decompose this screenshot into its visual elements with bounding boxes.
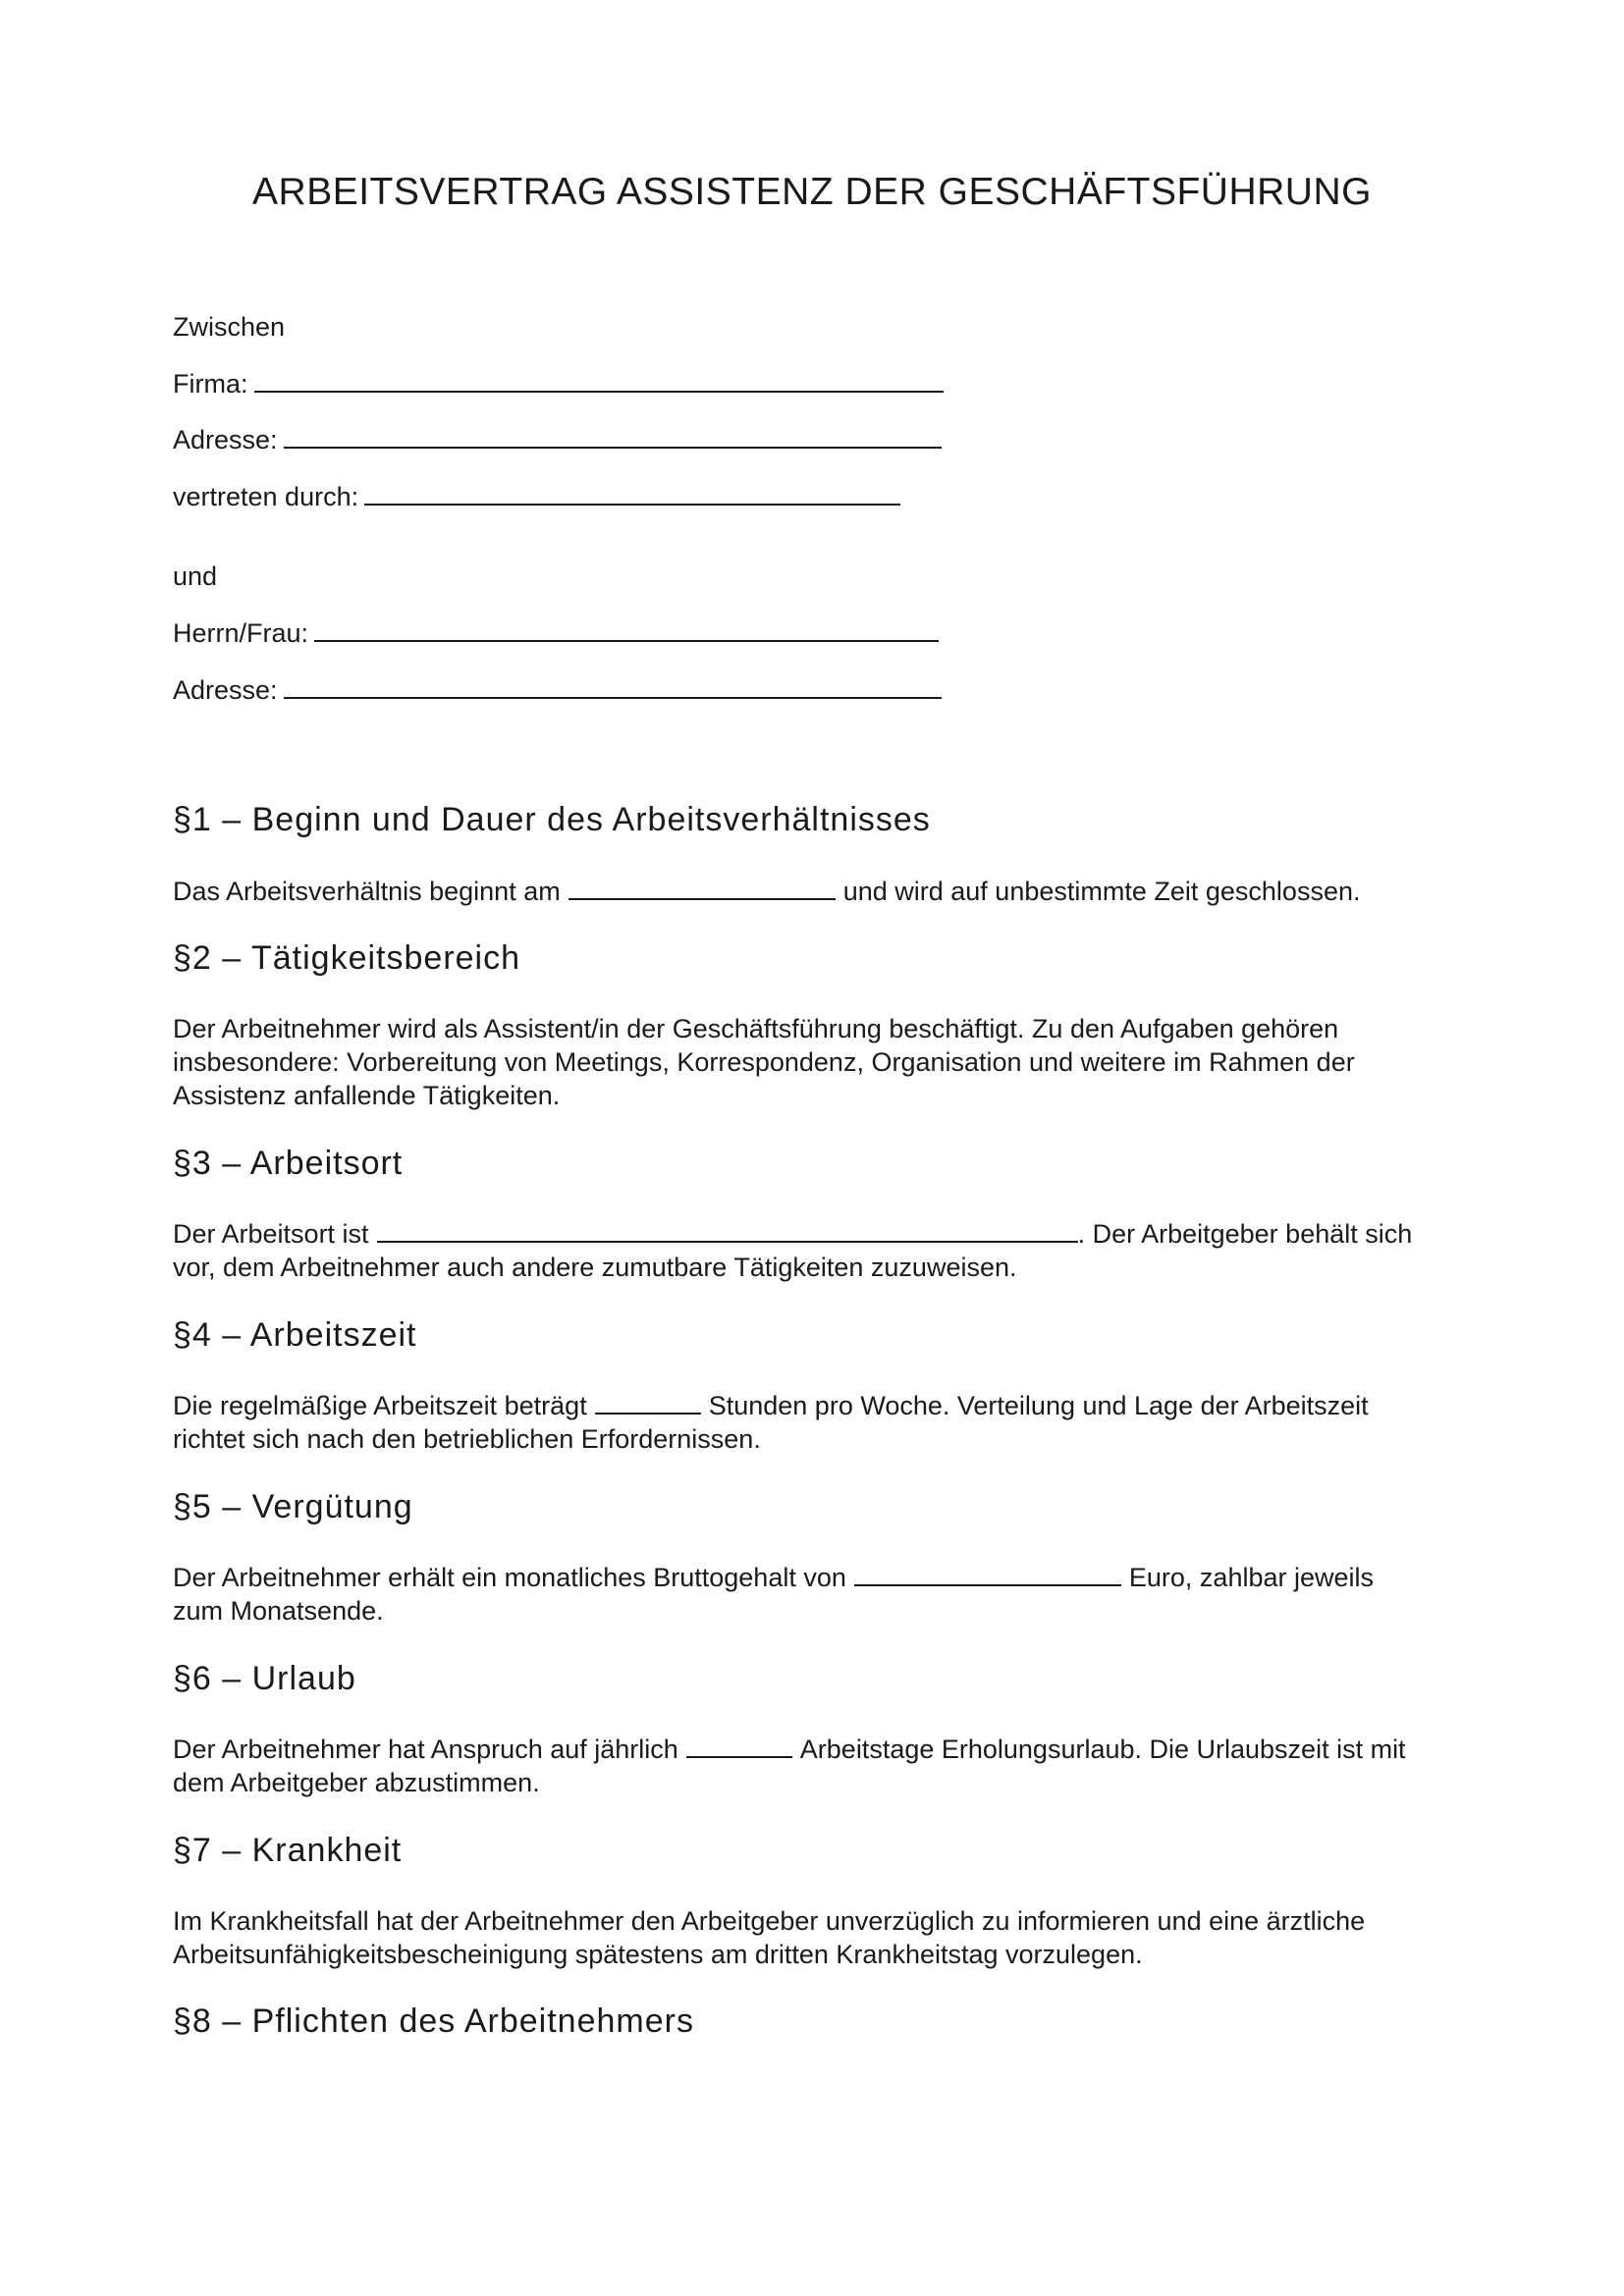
section-5-line: [173, 1561, 1459, 1594]
employer-represented-label: vertreten durch:: [173, 482, 359, 511]
section-5-text-before: Der Arbeitnehmer erhält ein monatliches Bruttogehalt von: [173, 1563, 846, 1592]
section-3-text: [173, 1217, 1459, 1284]
employee-name-row: [173, 618, 939, 649]
employer-address-row: [173, 425, 942, 455]
parties-intro: Zwischen: [173, 312, 286, 342]
employer-company-field[interactable]: [254, 369, 944, 393]
section-5-heading: §5 – Vergütung: [173, 1488, 413, 1525]
section-6-text-after: Arbeitstage Erholungsurlaub. Die Urlaubszeit ist mit: [799, 1735, 1406, 1764]
section-5-line: zum Monatsende.: [173, 1596, 384, 1626]
employer-address-field[interactable]: [284, 425, 942, 449]
section-3-text-after: . Der Arbeitgeber behält sich: [1077, 1219, 1413, 1249]
section-2-heading: §2 – Tätigkeitsbereich: [173, 939, 521, 977]
section-7-line: Im Krankheitsfall hat der Arbeitnehmer den Arbeitgeber unverzüglich zu informieren und eine ärztliche: [173, 1906, 1366, 1936]
section-2-text: [173, 1012, 1459, 1112]
section-5-text: [173, 1561, 1459, 1628]
employee-name-field[interactable]: [314, 618, 939, 642]
section-6-text: [173, 1733, 1459, 1799]
employer-represented-field[interactable]: [364, 482, 900, 506]
section-4-heading: §4 – Arbeitszeit: [173, 1316, 417, 1354]
section-5-text-after: Euro, zahlbar jeweils: [1128, 1563, 1375, 1592]
salary-field[interactable]: [854, 1563, 1121, 1586]
section-1-text-after: und wird auf unbestimmte Zeit geschlossen.: [842, 877, 1361, 906]
section-7-line: Arbeitsunfähigkeitsbescheinigung spätestens am dritten Krankheitstag vorzulegen.: [173, 1940, 1143, 1969]
section-2-line: Der Arbeitnehmer wird als Assistent/in der Geschäftsführung beschäftigt. Zu den Aufgaben gehören: [173, 1014, 1339, 1043]
section-6-heading: §6 – Urlaub: [173, 1660, 356, 1697]
section-4-line: richtet sich nach den betrieblichen Erfordernissen.: [173, 1424, 761, 1454]
section-1-heading: §1 – Beginn und Dauer des Arbeitsverhältnisses: [173, 801, 931, 838]
section-6-line: [173, 1733, 1459, 1766]
weekly-hours-field[interactable]: [595, 1391, 701, 1415]
section-3-line: [173, 1217, 1459, 1251]
employer-represented-row: [173, 482, 900, 512]
employer-company-row: [173, 369, 944, 400]
section-7-heading: §7 – Krankheit: [173, 1832, 403, 1869]
employee-address-field[interactable]: [284, 675, 942, 699]
section-4-text: [173, 1389, 1459, 1456]
employee-name-label: Herrn/Frau:: [173, 618, 309, 648]
document-title: ARBEITSVERTRAG ASSISTENZ DER GESCHÄFTSFÜHRUNG: [252, 171, 1372, 213]
section-3-heading: §3 – Arbeitsort: [173, 1145, 404, 1182]
section-4-line: [173, 1389, 1459, 1422]
parties-conjunction: und: [173, 561, 218, 591]
section-2-line: insbesondere: Vorbereitung von Meetings, Korrespondenz, Organisation und weitere im Rahmen der: [173, 1047, 1355, 1077]
employer-address-label: Adresse:: [173, 425, 278, 454]
workplace-field[interactable]: [377, 1219, 1078, 1243]
section-4-text-before: Die regelmäßige Arbeitszeit beträgt: [173, 1391, 587, 1420]
section-7-text: [173, 1904, 1459, 1971]
section-3-line: vor, dem Arbeitnehmer auch andere zumutbare Tätigkeiten zuzuweisen.: [173, 1253, 1017, 1282]
section-1-text-before: Das Arbeitsverhältnis beginnt am: [173, 877, 561, 906]
start-date-field[interactable]: [568, 877, 836, 900]
section-6-line: dem Arbeitgeber abzustimmen.: [173, 1768, 540, 1797]
section-4-text-after: Stunden pro Woche. Verteilung und Lage der Arbeitszeit: [708, 1391, 1369, 1420]
section-2-line: Assistenz anfallende Tätigkeiten.: [173, 1081, 561, 1110]
employer-company-label: Firma:: [173, 369, 248, 399]
section-3-text-before: Der Arbeitsort ist: [173, 1219, 369, 1249]
section-6-text-before: Der Arbeitnehmer hat Anspruch auf jährlich: [173, 1735, 678, 1764]
vacation-days-field[interactable]: [686, 1735, 792, 1758]
section-8-heading: §8 – Pflichten des Arbeitnehmers: [173, 2002, 694, 2040]
employee-address-label: Adresse:: [173, 675, 278, 705]
employee-address-row: [173, 675, 942, 706]
section-1-text: [173, 877, 1360, 907]
